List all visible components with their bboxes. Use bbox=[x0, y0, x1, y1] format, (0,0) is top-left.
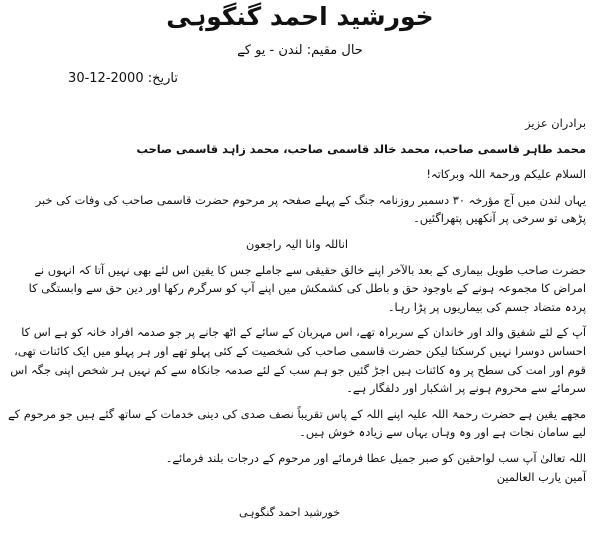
date-label: تاریخ: bbox=[147, 71, 178, 86]
page-title: خورشید احمد گنگوہی bbox=[166, 2, 434, 31]
letter-date bbox=[28, 70, 178, 88]
paragraph-faith: مجھے یقین ہے حضرت رحمۃ اللہ علیہ اپنے اللہ کے پاس تقریباً نصف صدی کی دینی خدمات کے ساتھ گئے ہیں جو مرحوم کے لیے سامان نجات ہے اور وہ وہاں یہاں سے زیادہ خوش ہیں۔ bbox=[8, 406, 586, 440]
addressees: محمد طاہر قاسمی صاحب، محمد خالد قاسمی صاحب، محمد زاہد قاسمی صاحب bbox=[136, 141, 586, 156]
greeting: السلام علیکم ورحمۃ اللہ وبرکاتہ! bbox=[426, 167, 586, 182]
prayer-line: اللہ تعالیٰ آپ سب لواحقین کو صبر جمیل عطا فرمائے اور مرحوم کے درجات بلند فرمائے۔ bbox=[165, 450, 586, 465]
date-value: 30-12-2000 bbox=[68, 71, 144, 86]
closing-line: آمین یارب العالمین bbox=[496, 469, 586, 484]
signature: خورشید احمد گنگوہی bbox=[238, 506, 340, 519]
residence-line: حال مقیم: لندن - یو کے bbox=[237, 43, 363, 58]
paragraph-news: یہاں لندن میں آج مؤرخہ ۳۰ دسمبر روزنامہ جنگ کے پہلے صفحہ پر مرحوم حضرت قاسمی صاحب کی وفات کی خبر پڑھی تو سرخی پر آنکھیں پتھراگئیں۔ bbox=[35, 192, 586, 226]
letter-body bbox=[8, 114, 586, 486]
paragraph-loss: آپ کے لئے شفیق والد اور خاندان کے سربراہ تھے، اس مہربان کے سائے کے اٹھ جانے پر جو صدمہ افراد خانہ کو ہے اس کا احساس دوسرا نہیں کرسکتا لیکن حضرت قاسمی صاحب کی شخصیت کے کئی پہلو تھے اور ہر پہلو میں ایک کائنات تھی، قوم اور امت کی سطح پر وہ کائنات ہیں اجڑ گئیں جو ہم سب کے لئے صدمہ جانکاہ سے کم نہیں ہر شخص اپنی جگہ اس سرمائے سے محروم ہونے پر اشکبار اور دلفگار ہے۔ bbox=[10, 325, 586, 396]
salutation: برادران عزیز bbox=[525, 116, 586, 130]
paragraph-illness: حضرت صاحب طویل بیماری کے بعد بالآخر اپنے خالق حقیقی سے جاملے جس کا یقین اس لئے بھی نہیں آتا کہ انہوں نے امراض کا مجموعہ ہونے کے باوجود حق و باطل کی کشمکش میں اپنے آپ کو سرگرم رکھا اور دین حق سے وابستگی کا پردہ متضاد جسم کی بیماریوں پر پڑا رہا۔ bbox=[28, 262, 586, 314]
inna-lillah-line: اناللہ وانا الیہ راجعون bbox=[245, 236, 349, 251]
